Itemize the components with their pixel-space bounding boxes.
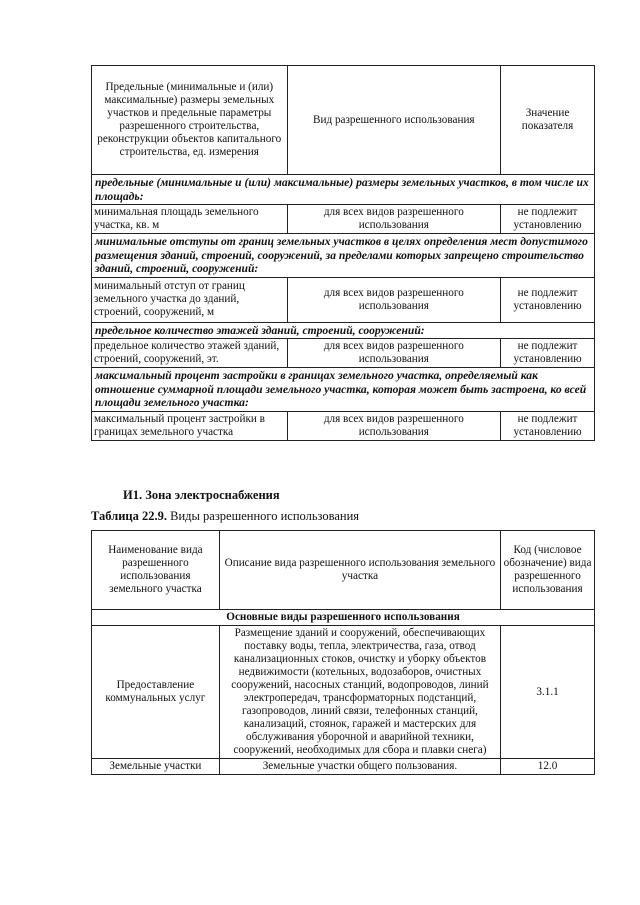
caption-label: Таблица 22.9. bbox=[91, 509, 168, 523]
use-code-cell: 3.1.1 bbox=[501, 626, 595, 759]
permitted-use-header bbox=[92, 531, 595, 610]
limits-table-header bbox=[92, 66, 595, 175]
use-type-cell: для всех видов разрешенного использования bbox=[287, 277, 501, 322]
section-row bbox=[92, 175, 595, 205]
section-row bbox=[92, 322, 595, 339]
use-type-cell: для всех видов разрешенного использования bbox=[287, 205, 501, 234]
table-row bbox=[92, 205, 595, 234]
use-description-cell: Размещение зданий и сооружений, обеспечивающих поставку воды, тепла, электричества, газа, отвод канализационных стоков, очистку и уборку объектов недвижимости (котельных, водозаборов, очистных сооружений, насосных станций, водопроводов, линий электропередач, трансформаторных подстанций, газопроводов, линий связи, телефонных станций, канализаций, стоянок, гаражей и мастерских для обслуживания уборочной и аварийной техники, сооружений, необходимых для сбора и плавки снега) bbox=[219, 626, 500, 759]
section-row bbox=[92, 368, 595, 412]
value-cell: не подлежит установлению bbox=[501, 277, 595, 322]
table-row bbox=[92, 411, 595, 440]
use-type-cell: для всех видов разрешенного использования bbox=[287, 339, 501, 368]
section-row bbox=[92, 234, 595, 278]
use-type-cell: для всех видов разрешенного использования bbox=[287, 411, 501, 440]
header-use-type: Вид разрешенного использования bbox=[287, 66, 501, 175]
group-title: Основные виды разрешенного использования bbox=[92, 610, 595, 626]
table-row bbox=[92, 339, 595, 368]
limits-table bbox=[91, 65, 595, 441]
value-cell: не подлежит установлению bbox=[501, 411, 595, 440]
value-cell: не подлежит установлению bbox=[501, 205, 595, 234]
group-row bbox=[92, 610, 595, 626]
parameter-cell: минимальная площадь земельного участка, кв. м bbox=[92, 205, 288, 234]
header-value: Значение показателя bbox=[501, 66, 595, 175]
value-cell: не подлежит установлению bbox=[501, 339, 595, 368]
header-name: Наименование вида разрешенного использования земельного участка bbox=[92, 531, 220, 610]
header-code: Код (числовое обозначение) вида разрешенного использования bbox=[501, 531, 595, 610]
header-description: Описание вида разрешенного использования земельного участка bbox=[219, 531, 500, 610]
table-row bbox=[92, 759, 595, 775]
section-title: максимальный процент застройки в границах земельного участка, определяемый как отношение суммарной площади земельного участка, которая может быть застроена, ко всей площади земельного участка: bbox=[92, 368, 595, 412]
section-title: минимальные отступы от границ земельных участков в целях определения мест допустимого размещения зданий, строений, сооружений, за пределами которых запрещено строительство зданий, строений, сооружений: bbox=[92, 234, 595, 278]
parameter-cell: максимальный процент застройки в границах земельного участка bbox=[92, 411, 288, 440]
table-row bbox=[92, 626, 595, 759]
use-name-cell: Предоставление коммунальных услуг bbox=[92, 626, 220, 759]
section-title: предельное количество этажей зданий, строений, сооружений: bbox=[92, 322, 595, 339]
zone-heading: И1. Зона электроснабжения bbox=[123, 488, 280, 502]
table-row bbox=[92, 277, 595, 322]
section-title: предельные (минимальные и (или) максимальные) размеры земельных участков, в том числе их площадь: bbox=[92, 175, 595, 205]
parameter-cell: предельное количество этажей зданий, строений, сооружений, эт. bbox=[92, 339, 288, 368]
use-code-cell: 12.0 bbox=[501, 759, 595, 775]
use-name-cell: Земельные участки bbox=[92, 759, 220, 775]
caption-text: Виды разрешенного использования bbox=[167, 509, 360, 523]
parameter-cell: минимальный отступ от границ земельного участка до зданий, строений, сооружений, м bbox=[92, 277, 288, 322]
table-caption bbox=[91, 509, 359, 524]
use-description-cell: Земельные участки общего пользования. bbox=[219, 759, 500, 775]
permitted-use-table bbox=[91, 530, 595, 775]
header-parameters: Предельные (минимальные и (или) максимальные) размеры земельных участков и предельные параметры разрешенного строительства, реконструкции объектов капитального строительства, ед. измерения bbox=[92, 66, 288, 175]
